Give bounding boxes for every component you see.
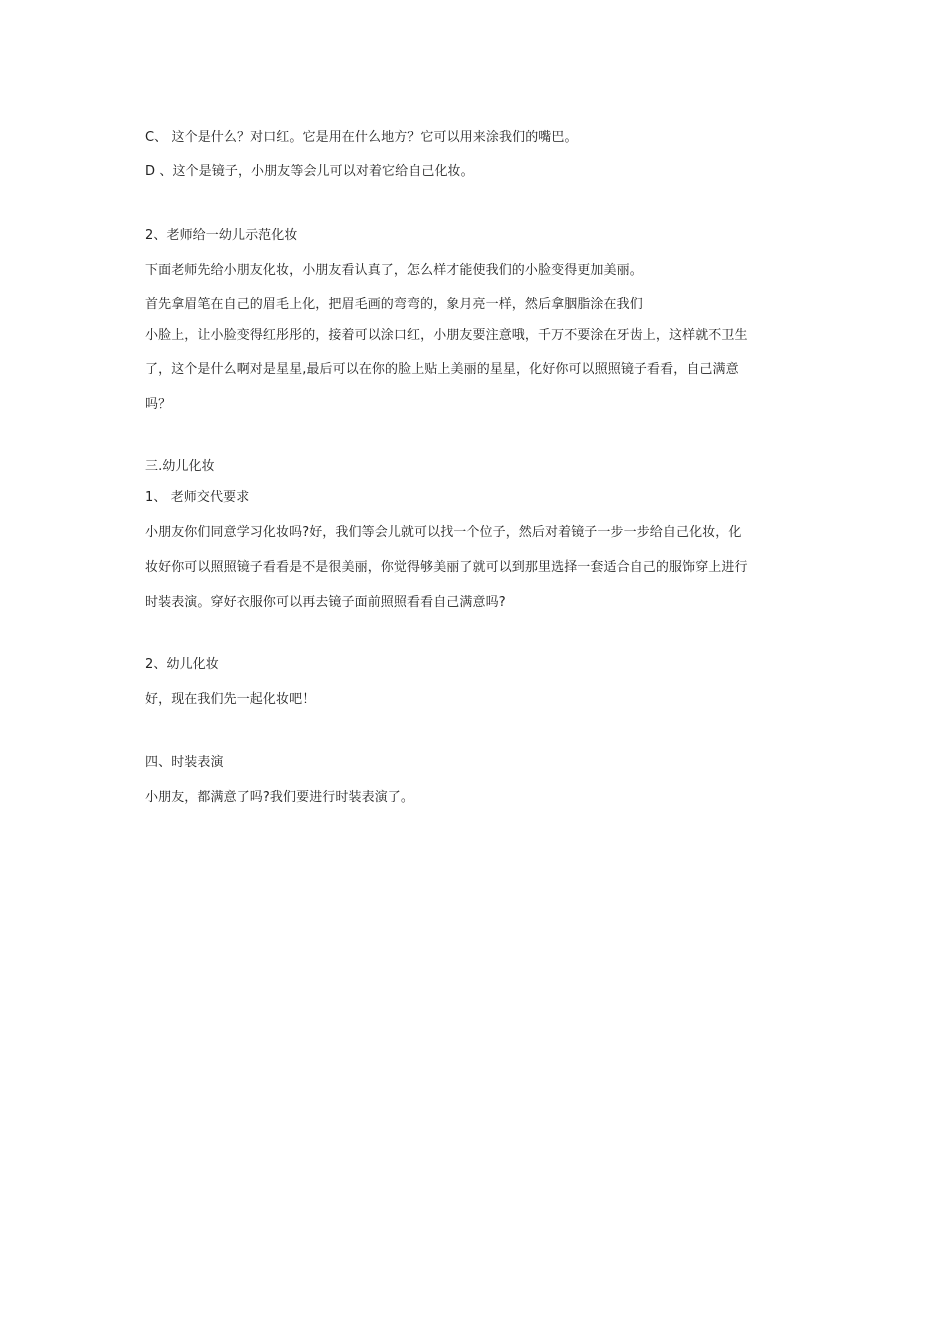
subsection-heading-requirements: 1、 老师交代要求	[145, 490, 250, 505]
paragraph-line: 首先拿眉笔在自己的眉毛上化，把眉毛画的弯弯的，象月亮一样，然后拿胭脂涂在我们	[145, 297, 643, 312]
paragraph-line: 了，这个是什么啊对是星星,最后可以在你的脸上贴上美丽的星星，化好你可以照照镜子看看，自己满意	[145, 362, 739, 377]
paragraph-line: 小脸上，让小脸变得红彤彤的，接着可以涂口红，小朋友要注意哦，千万不要涂在牙齿上，这样就不卫生	[145, 328, 748, 343]
paragraph-line: 小朋友你们同意学习化妆吗?好，我们等会儿就可以找一个位子，然后对着镜子一步一步给自己化妆，化	[145, 525, 742, 540]
subsection-heading-child-makeup: 2、幼儿化妆	[145, 657, 219, 672]
paragraph-line: 好，现在我们先一起化妆吧！	[145, 692, 316, 707]
section-heading-demo-makeup: 2、老师给一幼儿示范化妆	[145, 228, 298, 243]
paragraph-line: 妆好你可以照照镜子看看是不是很美丽，你觉得够美丽了就可以到那里选择一套适合自己的服饰穿上进行	[145, 560, 748, 575]
text-line-item-d: D 、这个是镜子，小朋友等会儿可以对着它给自己化妆。	[145, 164, 474, 179]
text-line-item-c: C、 这个是什么？对口红。它是用在什么地方？它可以用来涂我们的嘴巴。	[145, 130, 578, 145]
paragraph-line: 下面老师先给小朋友化妆，小朋友看认真了，怎么样才能使我们的小脸变得更加美丽。	[145, 263, 643, 278]
section-heading-fashion-show: 四、时装表演	[145, 755, 224, 770]
paragraph-line: 吗？	[145, 397, 172, 412]
paragraph-line: 时装表演。穿好衣服你可以再去镜子面前照照看看自己满意吗?	[145, 595, 506, 610]
section-heading-child-makeup: 三.幼儿化妆	[145, 459, 215, 474]
paragraph-line: 小朋友，都满意了吗?我们要进行时装表演了。	[145, 790, 414, 805]
